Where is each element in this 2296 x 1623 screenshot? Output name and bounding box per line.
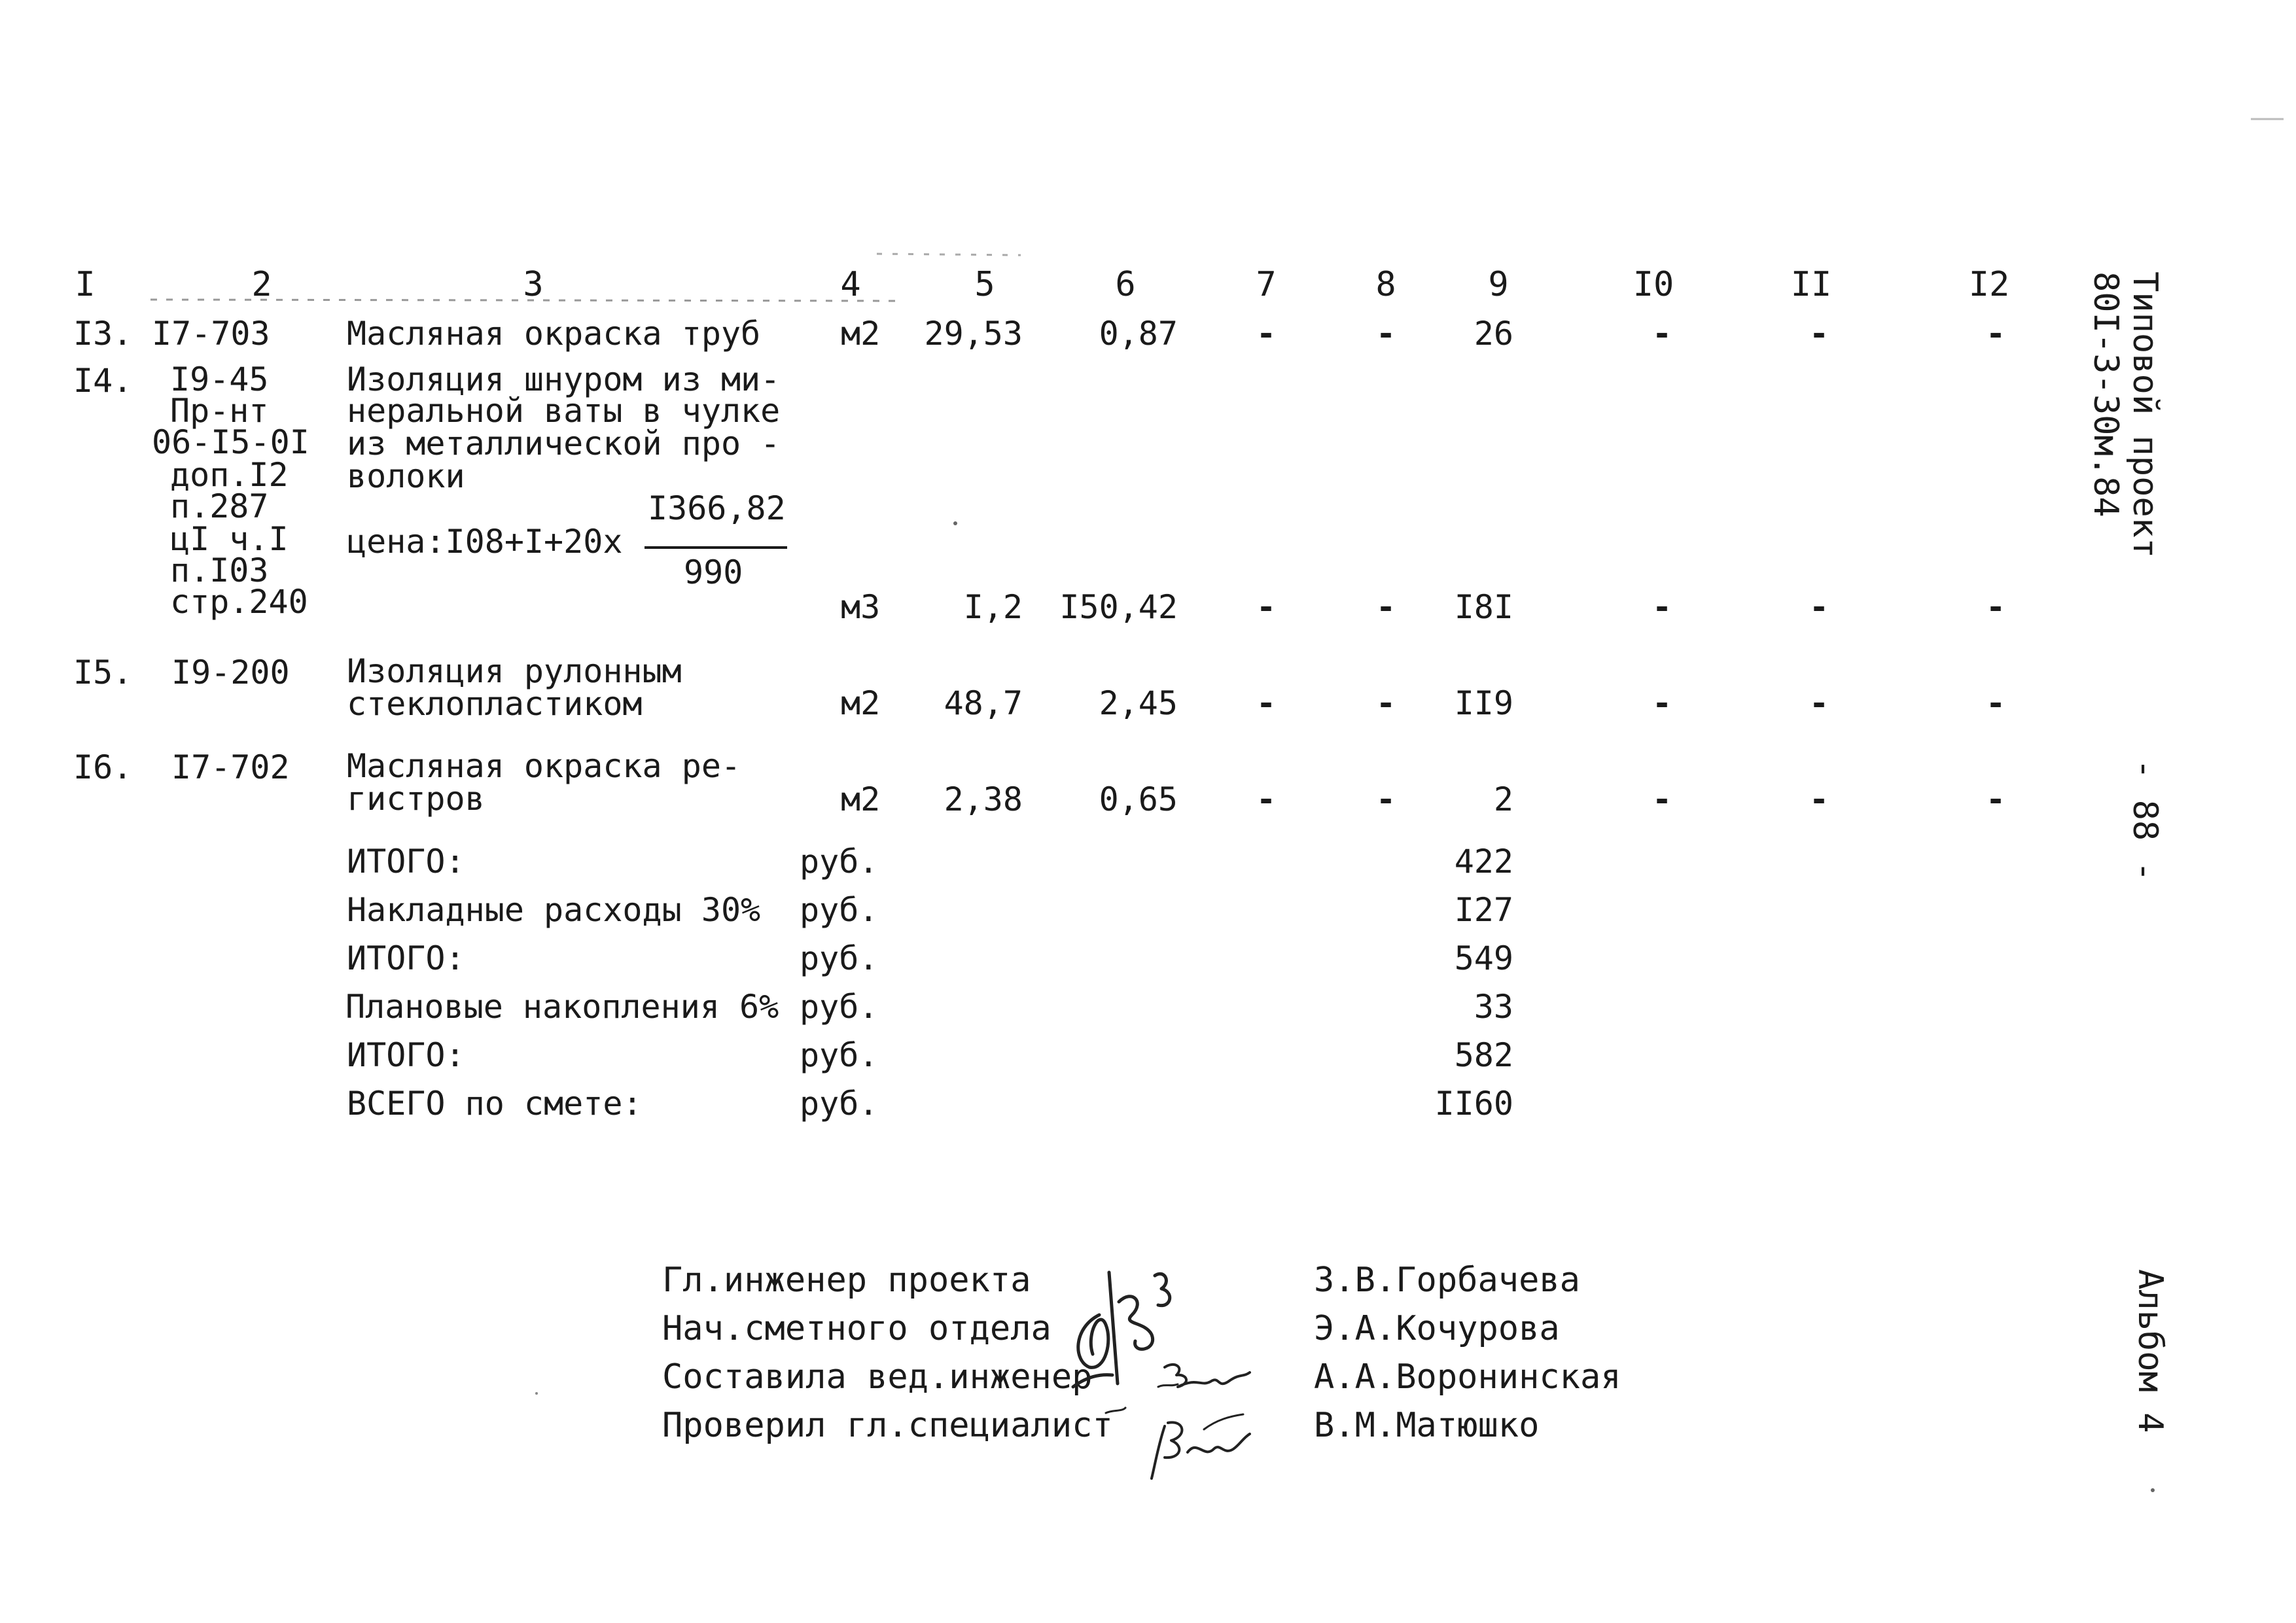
work-description-line: из металлической про -: [347, 425, 781, 462]
unit-price: 0,87: [1099, 315, 1178, 353]
handwritten-signatures: [1060, 1263, 1309, 1492]
work-description-line: гистров: [347, 780, 485, 818]
col7-value: -: [1256, 684, 1277, 722]
speck: [2151, 1488, 2155, 1492]
signature-stroke: [1106, 1408, 1125, 1413]
speck: [953, 521, 957, 525]
signature-role: Нач.сметного отдела: [662, 1309, 1051, 1348]
total-cost: II9: [1454, 684, 1513, 722]
rate-code: I7-703: [152, 315, 270, 353]
work-description-line: Изоляция рулонным: [347, 652, 682, 690]
totals-unit: руб.: [800, 1085, 879, 1123]
col-header-3: 3: [523, 265, 544, 304]
col-header-4: 4: [840, 265, 861, 304]
row-number: I5.: [73, 654, 133, 691]
totals-value: 422: [1454, 843, 1513, 881]
row-number: I6.: [73, 748, 133, 786]
col12-value: -: [1985, 684, 2006, 722]
col-header-5: 5: [974, 265, 995, 304]
signature-stroke: [1204, 1414, 1243, 1429]
col8-value: -: [1375, 315, 1396, 353]
signature-stroke: [1119, 1297, 1153, 1350]
col8-value: -: [1375, 588, 1396, 626]
price-formula-label: цена:I08+I+20х: [347, 523, 623, 561]
album-label: Альбом 4: [2130, 1269, 2170, 1433]
col10-value: -: [1651, 684, 1672, 722]
signature-stroke: [1158, 1384, 1178, 1387]
col-header-6: 6: [1115, 265, 1136, 304]
totals-unit: руб.: [800, 891, 879, 929]
total-cost: 2: [1493, 780, 1513, 818]
row-number: I4.: [73, 362, 133, 400]
totals-unit: руб.: [800, 1036, 879, 1074]
signature-stroke: [1109, 1272, 1118, 1384]
rate-code-line: доп.I2: [170, 456, 289, 494]
col7-value: -: [1256, 588, 1277, 626]
row-number: I3.: [73, 315, 133, 353]
quantity: 2,38: [944, 780, 1023, 818]
rate-code: I9-200: [171, 654, 290, 691]
fraction-bar: [645, 546, 787, 549]
totals-value: 549: [1454, 939, 1513, 977]
col-header-10: I0: [1633, 265, 1674, 304]
col-header-12: I2: [1968, 265, 2010, 304]
unit-price: 0,65: [1099, 780, 1178, 818]
totals-label: ИТОГО:: [347, 939, 465, 977]
signature-name: З.В.Горбачева: [1314, 1261, 1580, 1300]
col10-value: -: [1651, 780, 1672, 818]
col7-value: -: [1256, 315, 1277, 353]
rate-code-line: цI ч.I: [170, 520, 289, 558]
signature-stroke: [1188, 1434, 1250, 1452]
signature-role: Гл.инженер проекта: [662, 1261, 1031, 1300]
grand-total-label: ВСЕГО по смете:: [347, 1085, 643, 1123]
totals-label: ИТОГО:: [347, 843, 465, 881]
col12-value: -: [1985, 315, 2006, 353]
col11-value: -: [1809, 588, 1829, 626]
col-header-7: 7: [1256, 265, 1277, 304]
signature-stroke: [1155, 1274, 1170, 1305]
col-header-11: II: [1790, 265, 1832, 304]
page-number: - 88 -: [2125, 759, 2164, 882]
quantity: I,2: [963, 588, 1023, 626]
col-header-9: 9: [1488, 265, 1509, 304]
price-formula-numerator: I366,82: [648, 489, 786, 527]
totals-label: Плановые накопления 6%: [345, 988, 779, 1026]
quantity: 48,7: [944, 684, 1023, 722]
work-description-line: стеклопластиком: [347, 685, 643, 723]
col12-value: -: [1985, 780, 2006, 818]
col12-value: -: [1985, 588, 2006, 626]
total-cost: 26: [1474, 315, 1513, 353]
signature-role: Составила вед.инженер: [662, 1357, 1093, 1397]
col11-value: -: [1809, 684, 1829, 722]
signature-name: Э.А.Кочурова: [1314, 1309, 1560, 1348]
signature-stroke: [1073, 1375, 1112, 1387]
totals-label: ИТОГО:: [347, 1036, 465, 1074]
totals-label: Накладные расходы 30%: [347, 891, 761, 929]
work-description-line: волоки: [347, 457, 465, 495]
work-description-line: Масляная окраска ре-: [347, 747, 741, 785]
signature-stroke: [1152, 1426, 1165, 1478]
work-description: Масляная окраска труб: [347, 315, 761, 353]
signature-stroke: [1165, 1422, 1182, 1457]
col11-value: -: [1809, 315, 1829, 353]
rate-code: I7-702: [171, 748, 290, 786]
total-cost: I8I: [1454, 588, 1513, 626]
signature-name: В.М.Матюшко: [1314, 1406, 1540, 1445]
signature-name: А.А.Воронинская: [1314, 1357, 1621, 1397]
rate-code-line: I9-45: [170, 360, 269, 398]
side-project-code: 80I-3-30м.84: [2086, 271, 2125, 517]
work-description-line: неральной ваты в чулке: [347, 392, 781, 430]
side-project-title: Типовой проект: [2125, 271, 2164, 559]
totals-value: 582: [1454, 1036, 1513, 1074]
price-formula-denominator: 990: [684, 553, 743, 591]
totals-unit: руб.: [800, 843, 879, 881]
totals-unit: руб.: [800, 988, 879, 1026]
unit-price: 2,45: [1099, 684, 1178, 722]
unit-price: I50,42: [1059, 588, 1178, 626]
grand-total-value: II60: [1434, 1085, 1513, 1123]
unit: м2: [841, 780, 881, 818]
speck: [535, 1392, 538, 1395]
totals-unit: руб.: [800, 939, 879, 977]
col11-value: -: [1809, 780, 1829, 818]
rate-code-line: 06-I5-0I: [152, 423, 309, 461]
work-description-line: Изоляция шнуром из ми-: [347, 360, 781, 398]
unit: м2: [841, 684, 881, 722]
col8-value: -: [1375, 684, 1396, 722]
quantity: 29,53: [924, 315, 1023, 353]
totals-value: 33: [1474, 988, 1513, 1026]
totals-value: I27: [1454, 891, 1513, 929]
col-header-1: I: [75, 265, 96, 304]
rate-code-line: п.I03: [170, 551, 269, 589]
signature-role: Проверил гл.специалист: [662, 1406, 1113, 1445]
rate-code-line: стр.240: [170, 583, 308, 621]
header-guide-line-upper: [877, 254, 1021, 255]
rate-code-line: п.287: [170, 487, 269, 525]
unit: м3: [841, 588, 881, 626]
col-header-2: 2: [251, 265, 272, 304]
rate-code-line: Пр-нт: [170, 392, 269, 430]
unit: м2: [841, 315, 881, 353]
signature-stroke: [1078, 1315, 1108, 1367]
col7-value: -: [1256, 780, 1277, 818]
col-header-8: 8: [1375, 265, 1396, 304]
col8-value: -: [1375, 780, 1396, 818]
col10-value: -: [1651, 588, 1672, 626]
col10-value: -: [1651, 315, 1672, 353]
